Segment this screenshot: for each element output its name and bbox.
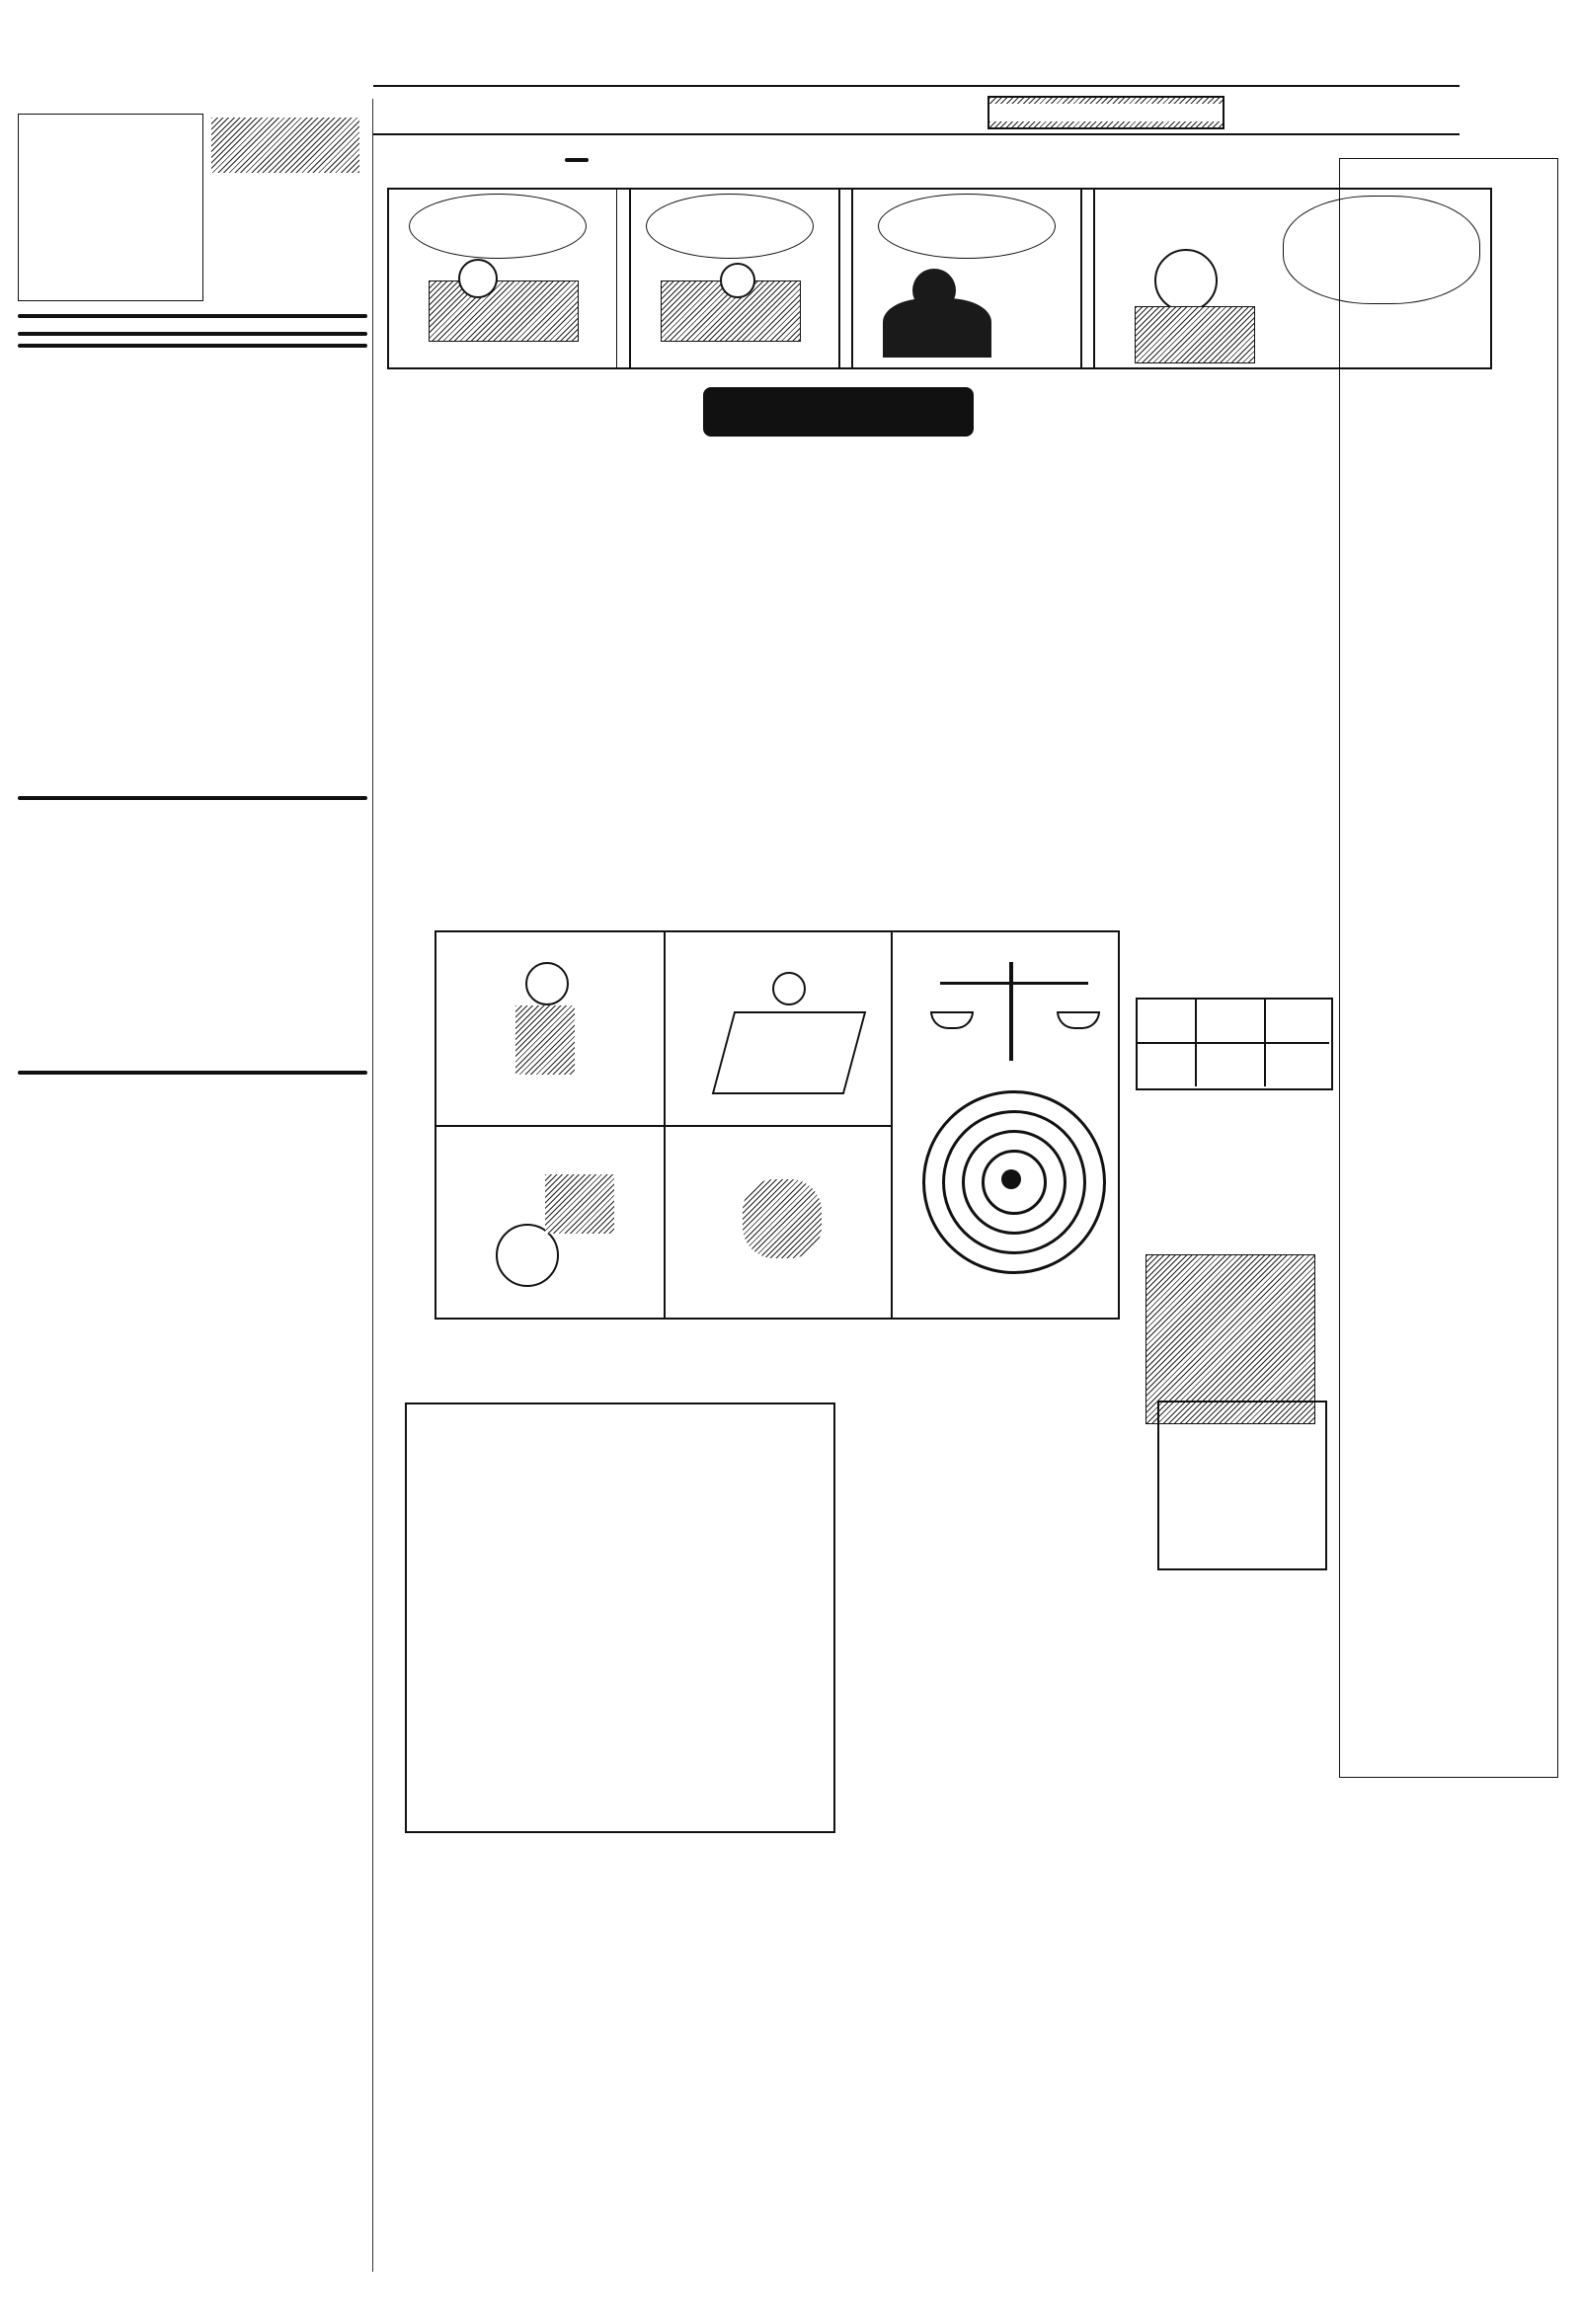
comic-panel-2: [629, 188, 840, 369]
dia-column-1: [387, 380, 612, 815]
scales-icon: [930, 962, 1098, 1071]
comic-panel-3: [851, 188, 1082, 369]
crossword-grid: [405, 1402, 835, 1833]
sketch-grid: [434, 930, 1120, 1320]
crossword-top-numbers: [400, 1386, 827, 1402]
pharmacy-heading: [18, 344, 367, 348]
comic-bubble-2: [646, 194, 814, 259]
sketch-runner-icon: [496, 962, 594, 1100]
dia-column-2: [624, 444, 849, 869]
ad-column: [1339, 158, 1558, 1778]
radio-block: [18, 804, 367, 1063]
dia-title: [703, 387, 974, 437]
fence-puzzle: [1136, 998, 1333, 1091]
dia-column-3: [861, 444, 1086, 869]
city-block: [211, 114, 367, 299]
sketch-boxing-ring-icon: [723, 972, 851, 1100]
sketch-jumper-icon: [713, 1150, 861, 1298]
sketch-chariot-icon: [486, 1155, 624, 1293]
today-heading: [18, 314, 367, 318]
comic-bubble-1: [409, 194, 587, 259]
comic-bubble-3: [878, 194, 1056, 259]
ships-heading: [18, 1071, 367, 1075]
chess-board: [1157, 1401, 1327, 1570]
dia-column-4: [1098, 385, 1323, 928]
crossword-side-numbers: [387, 1402, 401, 1837]
target-icon: [922, 1090, 1116, 1288]
radio-heading: [18, 796, 367, 800]
comic-header: [565, 158, 589, 162]
acropolis-image: [211, 118, 359, 173]
pharmacy-text: [18, 352, 367, 786]
athlete-photo: [1146, 1254, 1315, 1424]
paper-name-box: [988, 96, 1224, 129]
weather-heading: [18, 332, 367, 336]
colophon: [18, 114, 203, 301]
comic-panel-1: [387, 188, 617, 369]
masthead: [373, 90, 1460, 135]
